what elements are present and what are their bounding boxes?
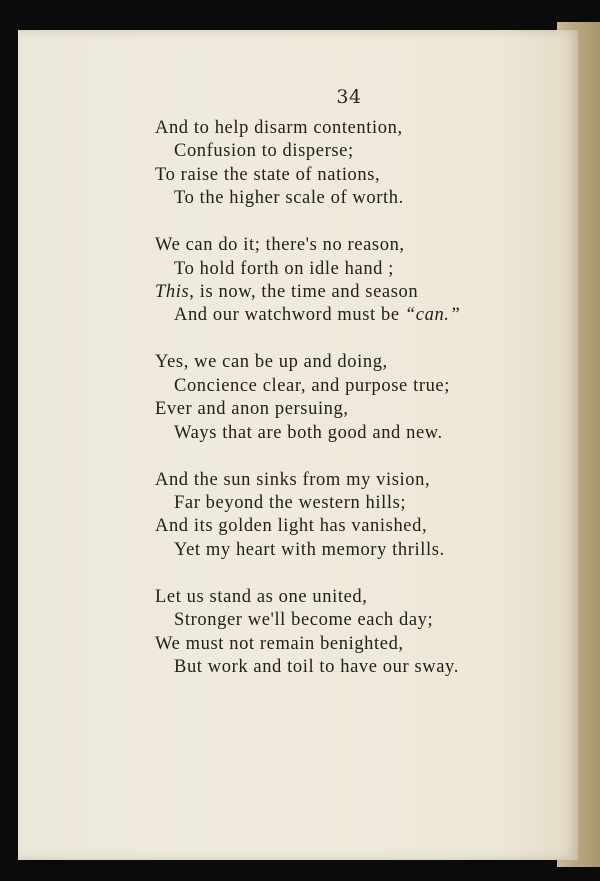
line-rest: , is now, the time and season [189,282,419,303]
poem-line: Confusion to disperse; [174,141,354,162]
poem-line: And to help disarm contention, [155,118,403,138]
poem-line: Ever and anon persuing, [155,399,349,420]
poem-line: But work and toil to have our sway. [174,657,459,678]
stanza-4 [155,469,555,563]
stanza-5 [155,586,555,680]
stanza-2 [155,234,555,328]
poem [155,117,555,703]
line-prefix: And our watchword must be [174,305,405,326]
poem-line: To hold forth on idle hand ; [174,258,395,279]
poem-line: And its golden light has vanished, [155,516,428,537]
poem-line: Yes, we can be up and doing, [155,352,388,373]
poem-line: Let us stand as one united, [155,586,368,607]
stanza-1 [155,117,555,211]
poem-line: Ways that are both good and new. [174,422,443,443]
page-number: 34 [336,86,362,108]
poem-line: And the sun sinks from my vision, [155,469,431,490]
poem-line [155,304,555,327]
poem-line [155,281,555,304]
poem-line: Stronger we'll become each day; [174,610,434,631]
poem-line: Yet my heart with memory thrills. [174,539,445,560]
poem-line: Concience clear, and purpose true; [174,375,450,396]
poem-line: To the higher scale of worth. [174,188,404,209]
italic-word: “can.” [404,305,461,326]
poem-line: We must not remain benighted, [155,633,404,654]
poem-line: We can do it; there's no reason, [155,235,405,256]
stanza-3 [155,351,555,445]
poem-line: To raise the state of nations, [155,164,381,185]
poem-line: Far beyond the western hills; [174,493,407,514]
italic-word: This [155,282,190,303]
